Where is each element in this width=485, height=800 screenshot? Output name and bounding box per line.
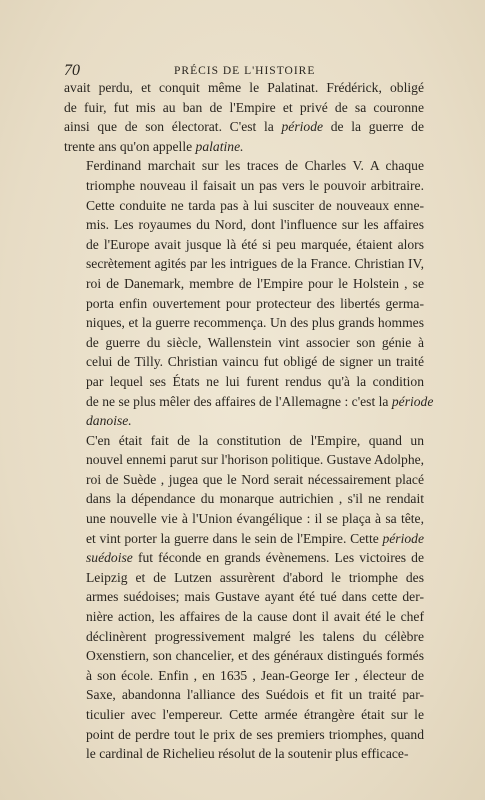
text-line: de fuir, fut mis au ban de l'Empire et privé de sa couronne (64, 99, 424, 115)
text-line: suédoise fut féconde en grands évènemens. Les victoires de (86, 550, 424, 566)
text-line: dans la dépendance du monarque autrichien , s'il ne rendait (86, 491, 424, 507)
text-line: celui de Tilly. Christian vaincu fut obligé de signer un traité (86, 354, 424, 370)
text-line: Ferdinand marchait sur les traces de Charles V. A chaque (86, 158, 424, 174)
text-line: par lequel ses États ne lui furent rendus qu'à la condition (86, 373, 424, 389)
text-line: de ne se plus mêler des affaires de l'Allemagne : c'est la période (86, 393, 434, 409)
paragraph (64, 156, 434, 430)
text-line: roi de Suède , jugea que le Nord serait nécessairement placé (86, 471, 424, 487)
text-line: nière action, les affaires de la cause dont il avait été le chef (86, 609, 424, 625)
text-line: une nouvelle vie à l'Union évangélique : il se plaça à sa tête, (86, 511, 424, 527)
text-line: roi de Danemark, membre de l'Empire pour le Holstein , se (86, 275, 424, 291)
text-line: danoise. (86, 413, 132, 429)
paragraph (64, 78, 424, 156)
text-line: nouvel ennemi parut sur l'horison politique. Gustave Adolphe, (86, 452, 425, 468)
text-line: Saxe, abandonna l'alliance des Suédois et fit un traité par- (86, 687, 424, 703)
text-line: niques, et la guerre recommença. Un des plus grands hommes (86, 315, 424, 331)
text-line: de l'Europe avait jusque là été si peu marquée, étaient alors (86, 236, 424, 252)
text-line: Cette conduite ne tarda pas à lui susciter de nouveaux enne- (86, 197, 424, 213)
paragraph (64, 431, 424, 764)
text-line: point de perdre tout le prix de ses premiers triomphes, quand (86, 726, 424, 742)
text-line: ticulier avec l'empereur. Cette armée étrangère était sur le (86, 707, 424, 722)
text-line: Oxenstiern, son chancelier, et des généraux distingués formés (86, 648, 424, 664)
running-head: PRÉCIS DE L'HISTOIRE (174, 65, 316, 77)
text-line: de guerre du siècle, Wallenstein vint associer son génie à (86, 334, 424, 350)
text-line: mis. Les royaumes du Nord, dont l'influence sur les affaires (86, 217, 424, 233)
text-line: le cardinal de Richelieu résolut de la soutenir plus efficace- (86, 746, 409, 762)
text-line: ainsi que de son électorat. C'est la période de la guerre de (64, 119, 424, 135)
text-line: déclinèrent progressivement malgré les talens du célèbre (86, 628, 424, 644)
text-line: trente ans qu'on appelle palatine. (64, 138, 244, 154)
text-line: triomphe nouveau il faisait un pas vers le pouvoir arbitraire. (86, 177, 424, 193)
body-text (64, 78, 434, 764)
text-line: armes suédoises; mais Gustave ayant été tué dans cette der- (86, 589, 424, 605)
text-line: Leipzig et de Lutzen assurèrent d'abord le triomphe des (86, 569, 424, 585)
text-line: et vint porter la guerre dans le sein de l'Empire. Cette période (86, 530, 424, 546)
text-line: à son école. Enfin , en 1635 , Jean-George Ier , électeur de (86, 667, 424, 683)
text-line: avait perdu, et conquit même le Palatinat. Frédérick, obligé (64, 80, 424, 95)
text-line: porta enfin ouvertement pour protecteur des libertés germa- (86, 295, 424, 311)
page-number: 70 (64, 62, 80, 79)
text-line: secrètement agités par les intrigues de la France. Christian IV, (86, 256, 424, 272)
text-line: C'en était fait de la constitution de l'Empire, quand un (86, 432, 424, 448)
